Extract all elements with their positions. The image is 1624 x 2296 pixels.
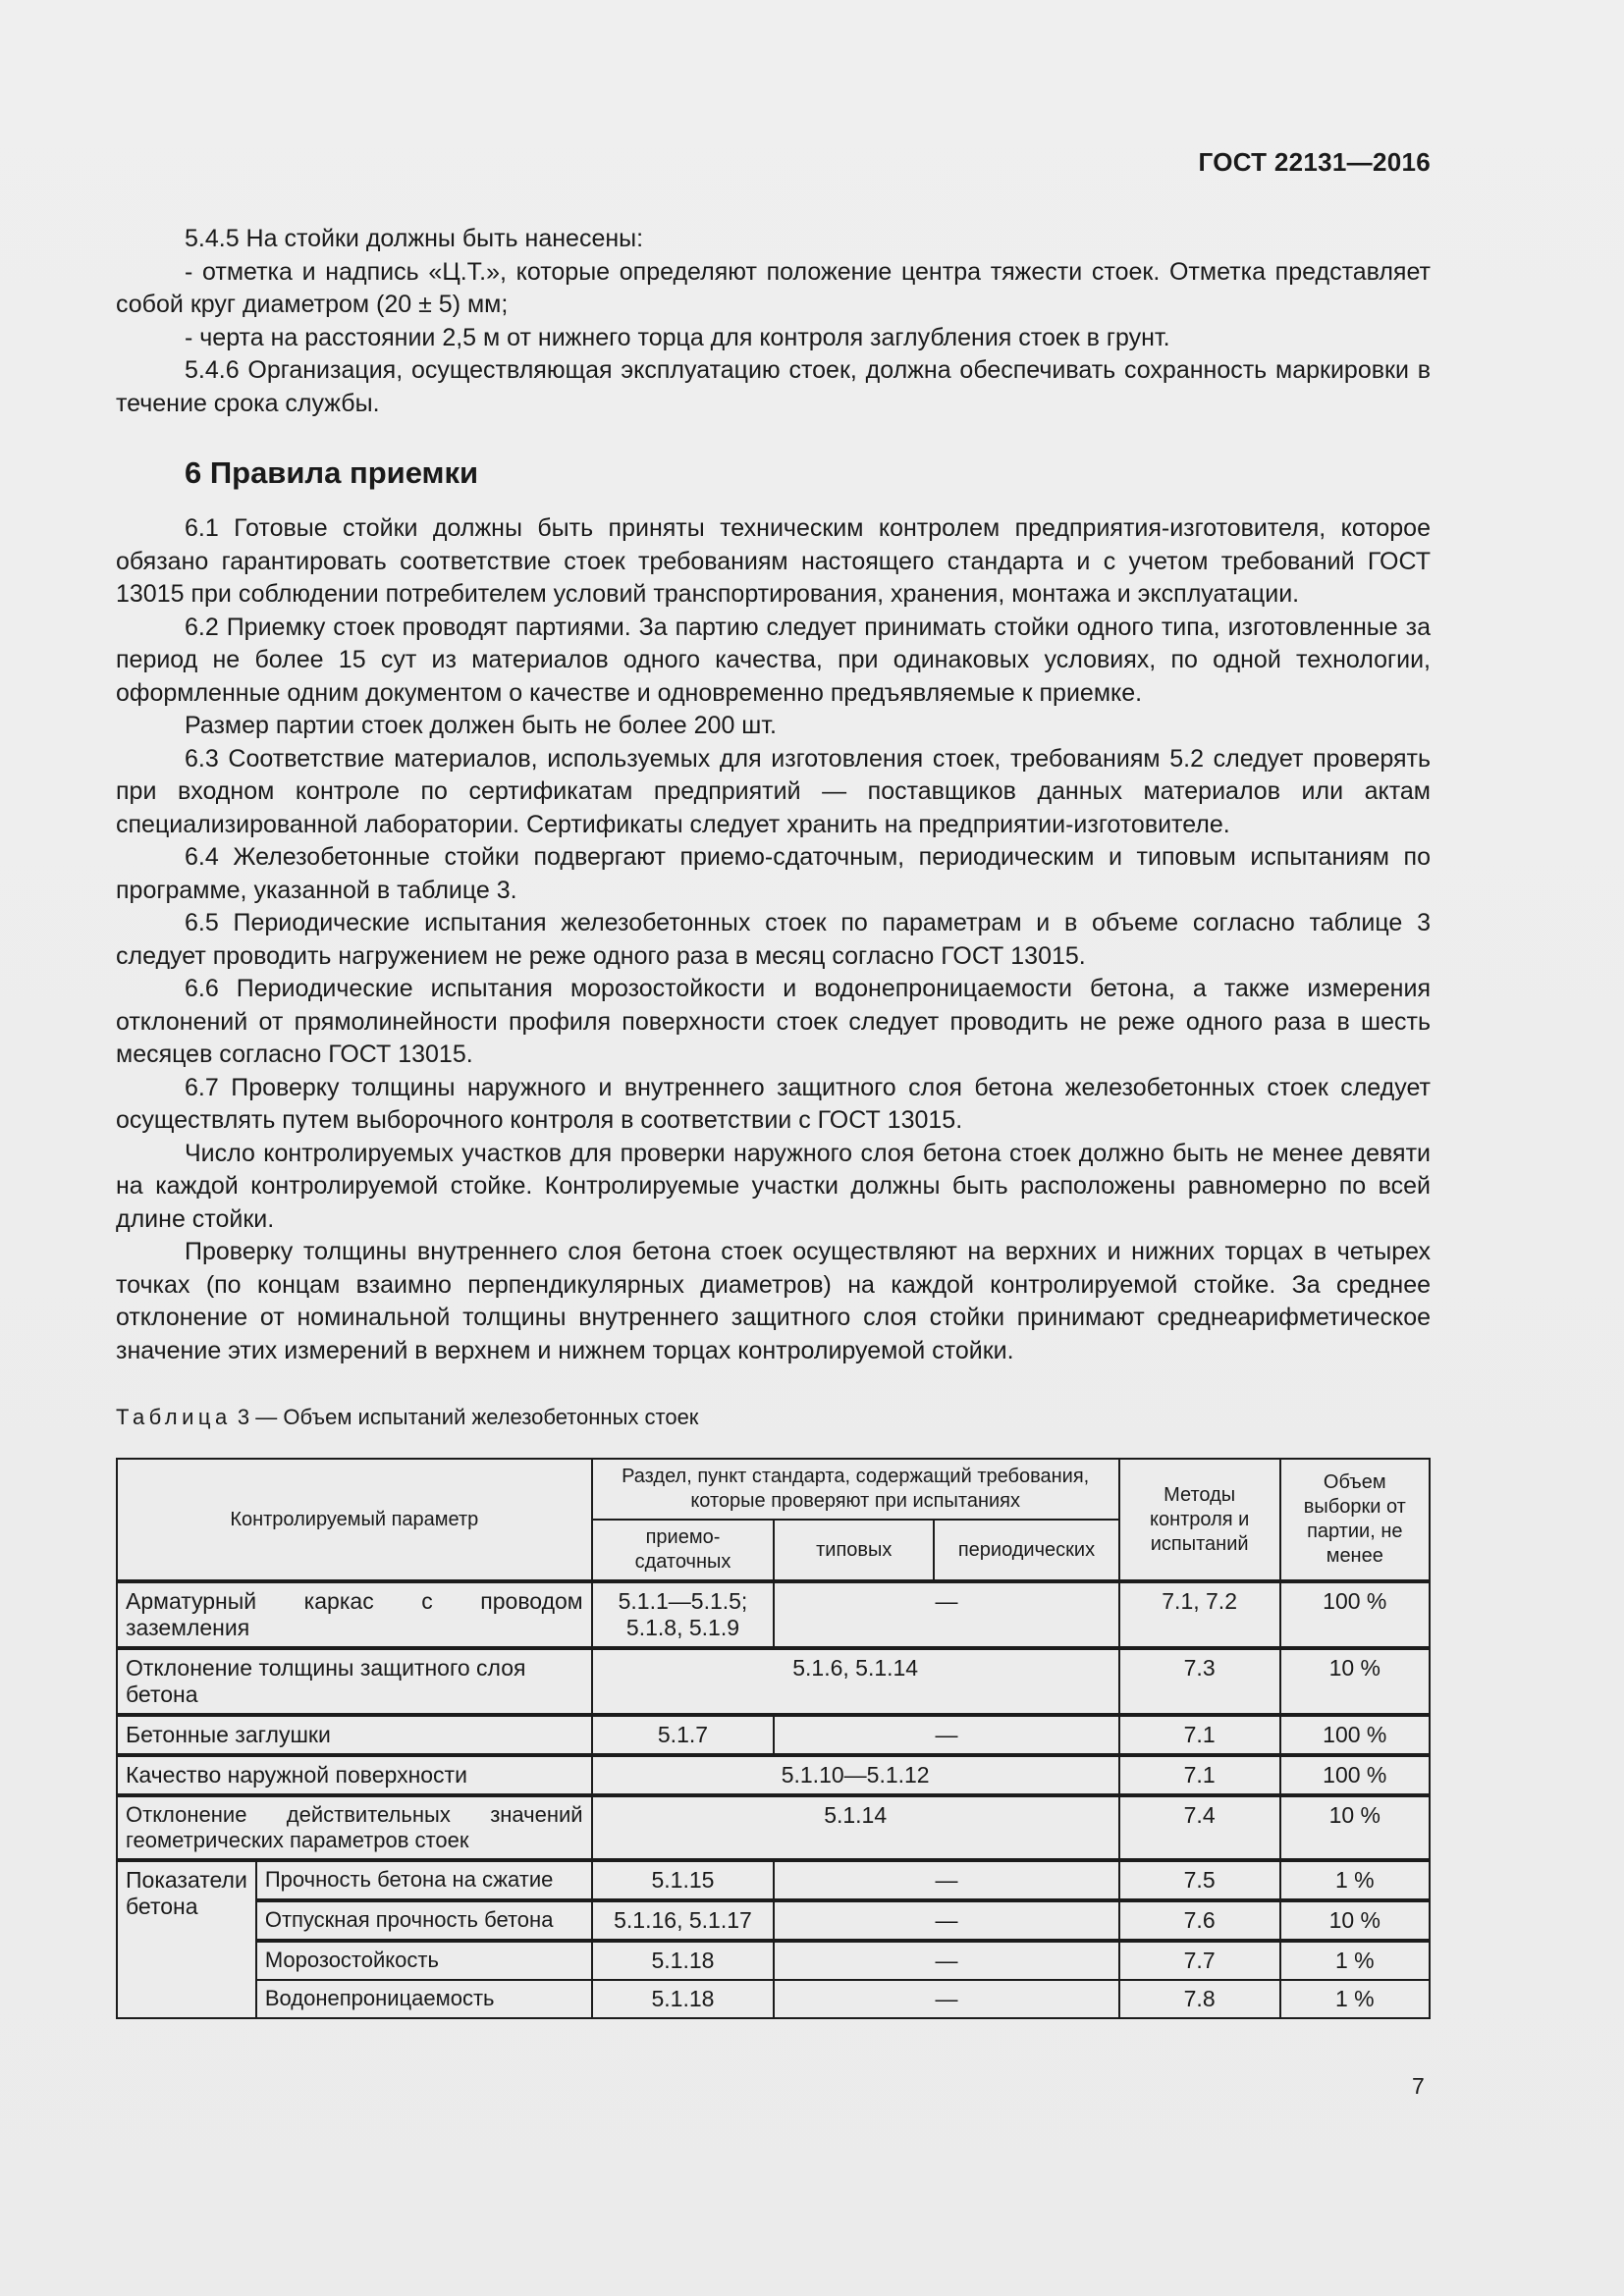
header-periodic: периодических [934, 1520, 1119, 1581]
row-sample: 10 % [1280, 1648, 1430, 1715]
row-acceptance: 5.1.16, 5.1.17 [592, 1900, 775, 1941]
row-param: Отклонение действительных значений геометрических параметров стоек [117, 1795, 592, 1860]
concrete-group-label: Показатели бетона [117, 1860, 256, 2018]
row-param: Прочность бетона на сжатие [256, 1860, 592, 1900]
table-row [117, 1715, 1430, 1755]
paragraph: 6.6 Периодические испытания морозостойкости и водонепроницаемости бетона, а также измерения отклонений от прямолинейности профиля поверхности стоек следует проводить не реже одного раза в шесть месяцев согласно ГОСТ 13015. [116, 975, 1431, 1068]
table-row [117, 1755, 1430, 1795]
header-section-group: Раздел, пункт стандарта, содержащий требования, которые проверяют при испытаниях [592, 1459, 1119, 1520]
section-title: 6 Правила приемки [185, 455, 479, 490]
row-rest: — [774, 1900, 1118, 1941]
row-acceptance: 5.1.18 [592, 1941, 775, 1980]
paragraph: Размер партии стоек должен быть не более 200 шт. [185, 712, 777, 739]
paragraph: Число контролируемых участков для проверки наружного слоя бетона стоек должно быть не менее девяти на каждой контролируемой стойке. Контролируемые участки должны быть расположены равномерно по всей длине стойки. [116, 1139, 1431, 1233]
paragraph: 6.1 Готовые стойки должны быть приняты техническим контролем предприятия-изготовителя, которое обязано гарантировать соответствие стоек требованиям настоящего стандарта и с учетом требований ГОСТ 13015 при соблюдении потребителем условий транспортирования, хранения, монтажа и эксплуатации. [116, 514, 1431, 608]
row-acceptance: 5.1.15 [592, 1860, 775, 1900]
document-body [116, 223, 1431, 1367]
table-row [117, 1860, 1430, 1900]
row-param: Качество наружной поверхности [117, 1755, 592, 1795]
paragraph: 6.3 Соответствие материалов, используемых для изготовления стоек, требованиям 5.2 следует проверять при входном контроле по сертификатам предприятий — поставщиков данных материалов или актам специализированной лаборатории. Сертификаты следует хранить на предприятии-изготовителе. [116, 744, 1431, 838]
row-param: Арматурный каркас с проводом заземления [117, 1581, 592, 1648]
table-caption-text: 3 — Объем испытаний железобетонных стоек [237, 1405, 699, 1429]
row-methods: 7.6 [1119, 1900, 1280, 1941]
table-row [117, 1648, 1430, 1715]
row-param: Водонепроницаемость [256, 1980, 592, 2018]
table-header-row [117, 1459, 1430, 1520]
row-sample: 1 % [1280, 1980, 1430, 2018]
row-sample: 100 % [1280, 1755, 1430, 1795]
row-sample: 100 % [1280, 1715, 1430, 1755]
row-acceptance: 5.1.1—5.1.5; 5.1.8, 5.1.9 [592, 1581, 775, 1648]
table-row [117, 1941, 1430, 1980]
row-sample: 1 % [1280, 1941, 1430, 1980]
row-param: Морозостойкость [256, 1941, 592, 1980]
row-rest: — [774, 1941, 1118, 1980]
paragraph: - черта на расстоянии 2,5 м от нижнего торца для контроля заглубления стоек в грунт. [185, 323, 1170, 351]
row-methods: 7.7 [1119, 1941, 1280, 1980]
paragraph: 6.2 Приемку стоек проводят партиями. За партию следует принимать стойки одного типа, изготовленные за период не более 15 сут из материалов одного качества, при одинаковых условиях, по одной технологии, оформленные одним документом о качестве и одновременно предъявляемые к приемке. [116, 613, 1431, 707]
table-row [117, 1900, 1430, 1941]
row-methods: 7.8 [1119, 1980, 1280, 2018]
paragraph: 6.5 Периодические испытания железобетонных стоек по параметрам и в объеме согласно таблице 3 следует проводить нагружением не реже одного раза в месяц согласно ГОСТ 13015. [116, 909, 1431, 970]
table-caption [116, 1405, 698, 1430]
header-typical: типовых [774, 1520, 934, 1581]
row-rest: — [774, 1715, 1118, 1755]
row-acceptance: 5.1.7 [592, 1715, 775, 1755]
paragraph: 6.4 Железобетонные стойки подвергают приемо-сдаточным, периодическим и типовым испытаниям по программе, указанной в таблице 3. [116, 843, 1431, 904]
paragraph: 5.4.6 Организация, осуществляющая эксплуатацию стоек, должна обеспечивать сохранность маркировки в течение срока службы. [116, 356, 1431, 417]
header-acceptance: приемо-сдаточных [592, 1520, 775, 1581]
row-acceptance: 5.1.18 [592, 1980, 775, 2018]
document-header: ГОСТ 22131—2016 [1198, 147, 1431, 177]
header-methods: Методы контроля и испытаний [1119, 1459, 1280, 1581]
header-param: Контролируемый параметр [117, 1459, 592, 1581]
tests-table [116, 1458, 1431, 2019]
row-sample: 1 % [1280, 1860, 1430, 1900]
row-param: Бетонные заглушки [117, 1715, 592, 1755]
row-param: Отпускная прочность бетона [256, 1900, 592, 1941]
paragraph: - отметка и надпись «Ц.Т.», которые определяют положение центра тяжести стоек. Отметка представляет собой круг диаметром (20 ± 5) мм; [116, 257, 1431, 318]
row-param: Отклонение толщины защитного слоя бетона [117, 1648, 592, 1715]
row-sample: 100 % [1280, 1581, 1430, 1648]
table-row [117, 1795, 1430, 1860]
row-all: 5.1.14 [592, 1795, 1119, 1860]
row-methods: 7.4 [1119, 1795, 1280, 1860]
row-sample: 10 % [1280, 1795, 1430, 1860]
row-all: 5.1.6, 5.1.14 [592, 1648, 1119, 1715]
row-rest: — [774, 1860, 1118, 1900]
paragraph: 5.4.5 На стойки должны быть нанесены: [185, 225, 644, 252]
row-sample: 10 % [1280, 1900, 1430, 1941]
header-sample: Объем выборки от партии, не менее [1280, 1459, 1430, 1581]
page-number: 7 [1412, 2073, 1425, 2099]
row-all: 5.1.10—5.1.12 [592, 1755, 1119, 1795]
paragraph: Проверку толщины внутреннего слоя бетона стоек осуществляют на верхних и нижних торцах в четырех точках (по концам взаимно перпендикулярных диаметров) на каждой контролируемой стойке. За среднее отклонение от номинальной толщины внутреннего защитного слоя стойки принимают среднеарифметическое значение этих измерений в верхнем и нижнем торцах контролируемой стойки. [116, 1238, 1431, 1364]
table-row [117, 1980, 1430, 2018]
paragraph: 6.7 Проверку толщины наружного и внутреннего защитного слоя бетона железобетонных стоек следует осуществлять путем выборочного контроля в соответствии с ГОСТ 13015. [116, 1073, 1431, 1134]
row-rest: — [774, 1581, 1118, 1648]
row-methods: 7.1 [1119, 1755, 1280, 1795]
table-row [117, 1581, 1430, 1648]
row-methods: 7.1, 7.2 [1119, 1581, 1280, 1648]
row-methods: 7.3 [1119, 1648, 1280, 1715]
row-methods: 7.1 [1119, 1715, 1280, 1755]
row-rest: — [774, 1980, 1118, 2018]
row-methods: 7.5 [1119, 1860, 1280, 1900]
table-caption-word: Таблица [116, 1405, 232, 1429]
